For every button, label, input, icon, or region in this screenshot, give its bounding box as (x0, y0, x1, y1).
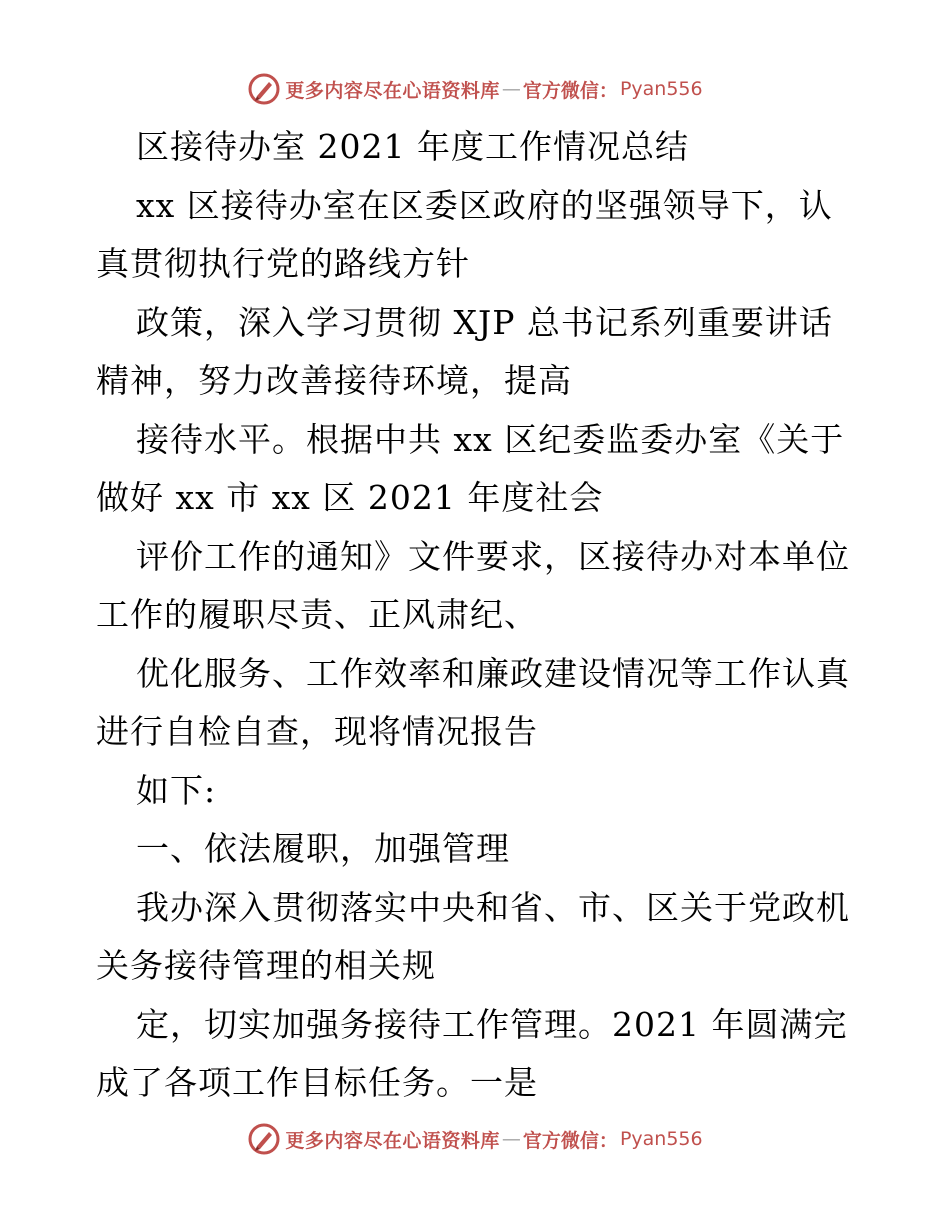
text-line: 工作的履职尽责、正风肃纪、 (96, 595, 538, 634)
text-line: 定，切实加强务接待工作管理。2021 年圆满完 (136, 1004, 848, 1044)
text-line: 关务接待管理的相关规 (96, 946, 436, 985)
watermark-wechat-id: Pyan556 (619, 78, 703, 100)
text-line: 接待水平。根据中共 xx 区纪委监委办室《关于 (136, 419, 845, 459)
watermark-separator: — (501, 1128, 521, 1150)
text-line: 真贯彻执行党的路线方针 (96, 244, 470, 283)
watermark-wechat-label: 官方微信： (522, 1129, 618, 1152)
watermark-wechat-label: 官方微信： (522, 79, 618, 102)
watermark-site-text: 更多内容尽在心语资料库 (285, 1129, 500, 1152)
pen-logo-icon (247, 72, 281, 106)
header-watermark (0, 72, 950, 106)
text-line: 区接待办室 2021 年度工作情况总结 (136, 127, 689, 166)
text-line: 政策，深入学习贯彻 XJP 总书记系列重要讲话 (136, 302, 833, 342)
watermark-site-text: 更多内容尽在心语资料库 (285, 79, 500, 102)
watermark-separator: — (501, 78, 521, 100)
document-body (96, 118, 866, 1113)
text-line: 评价工作的通知》文件要求，区接待办对本单位 (136, 536, 850, 576)
text-line: xx 区接待办室在区委区政府的坚强领导下，认 (136, 185, 833, 225)
text-line: 优化服务、工作效率和廉政建设情况等工作认真 (136, 653, 850, 693)
footer-watermark (0, 1122, 950, 1156)
text-line: 进行自检自查，现将情况报告 (96, 712, 538, 751)
text-line: 如下: (136, 770, 217, 810)
watermark-wechat-id: Pyan556 (619, 1128, 703, 1150)
text-line: 精神，努力改善接待环境，提高 (96, 361, 572, 400)
text-line: 我办深入贯彻落实中央和省、市、区关于党政机 (136, 887, 850, 927)
section-heading: 一、依法履职，加强管理 (136, 829, 510, 868)
text-line: 成了各项工作目标任务。一是 (96, 1063, 538, 1102)
text-line: 做好 xx 市 xx 区 2021 年度社会 (96, 478, 604, 517)
pen-logo-icon (247, 1122, 281, 1156)
